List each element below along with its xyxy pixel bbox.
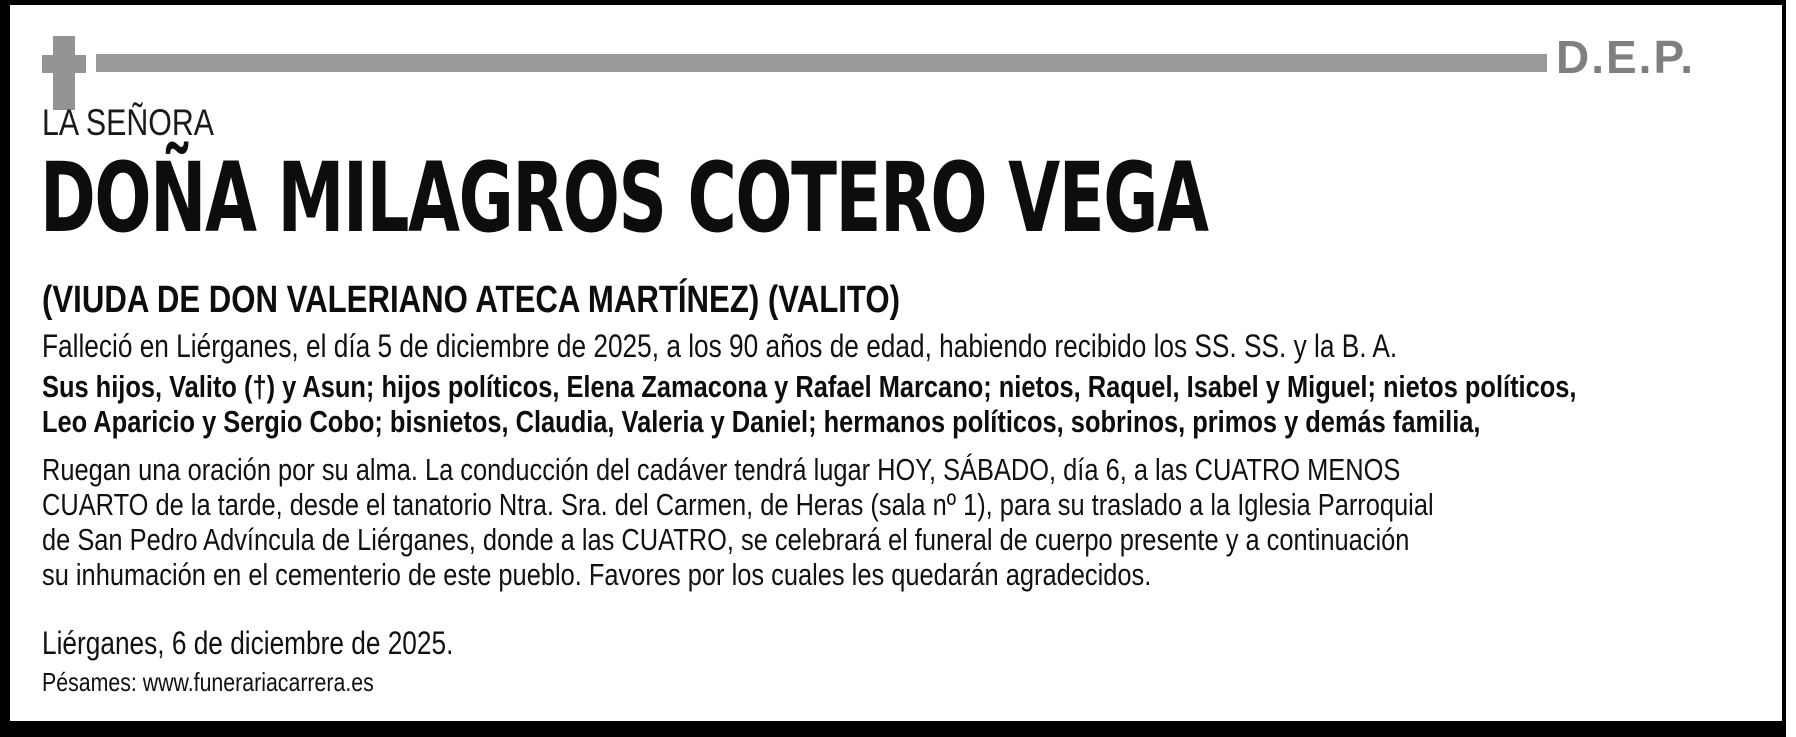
place-and-date-line: Liérganes, 6 de diciembre de 2025. [42, 625, 454, 661]
family-line-2: Leo Aparicio y Sergio Cobo; bisnietos, Claudia, Valeria y Daniel; hermanos políticos, sobrinos, primos y demás familia, [42, 404, 1481, 439]
funeral-details-paragraph [42, 452, 1739, 592]
widow-of-line: (VIUDA DE DON VALERIANO ATECA MARTÍNEZ) (VALITO) [42, 279, 901, 321]
dep-label: D.E.P. [1556, 31, 1695, 83]
condolences-website-line: Pésames: www.funerariacarrera.es [42, 667, 374, 697]
cross-icon-vertical-bar [53, 36, 75, 110]
cross-icon [53, 36, 99, 110]
funeral-details-line-2: CUARTO de la tarde, desde el tanatorio Ntra. Sra. del Carmen, de Heras (sala nº 1), para su traslado a la Iglesia Parroquial [42, 487, 1434, 522]
cross-icon-horizontal-bar [42, 55, 86, 73]
death-details-line: Falleció en Liérganes, el día 5 de diciembre de 2025, a los 90 años de edad, habiendo recibido los SS. SS. y la B. A. [42, 328, 1398, 364]
family-line-1: Sus hijos, Valito (†) y Asun; hijos políticos, Elena Zamacona y Rafael Marcano; nietos, Raquel, Isabel y Miguel; nietos políticos, [42, 369, 1577, 404]
funeral-details-line-3: de San Pedro Advíncula de Liérganes, donde a las CUATRO, se celebrará el funeral de cuerpo presente y a continuación [42, 522, 1410, 557]
honorific-label: LA SEÑORA [42, 102, 215, 143]
header-gray-rule [96, 54, 1547, 72]
funeral-details-line-1: Ruegan una oración por su alma. La conducción del cadáver tendrá lugar HOY, SÁBADO, día 6, a las CUATRO MENOS [42, 452, 1401, 487]
family-paragraph [42, 369, 1796, 439]
deceased-name-title: DOÑA MILAGROS COTERO VEGA [40, 142, 1208, 254]
funeral-details-line-4: su inhumación en el cementerio de este pueblo. Favores por los cuales les quedarán agradecidos. [42, 557, 1152, 592]
